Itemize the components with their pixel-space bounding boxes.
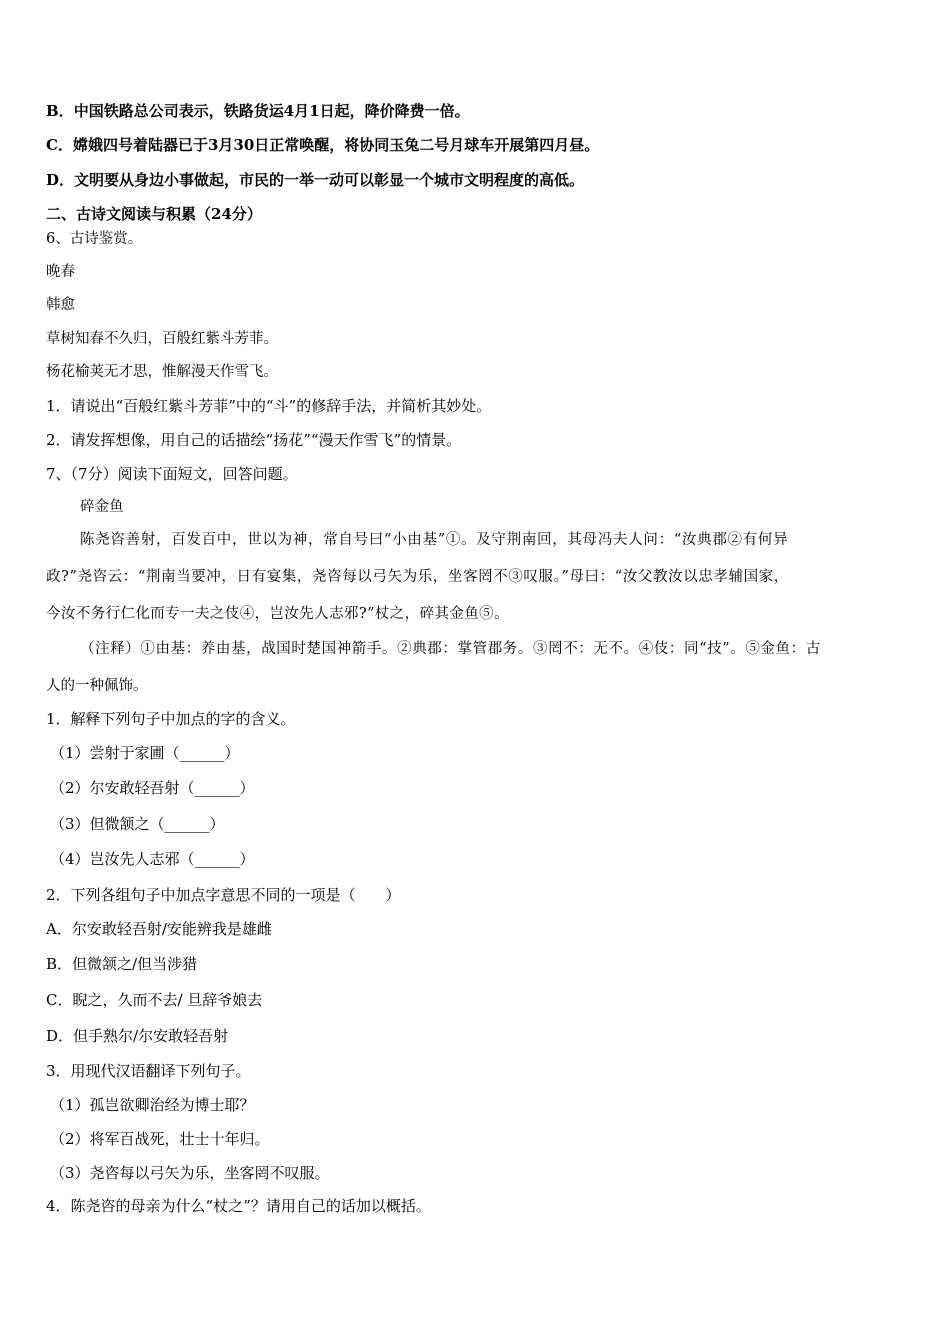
q7-sub4-title: 4．陈尧咨的母亲为什么“杖之”？请用自己的话加以概括。 bbox=[46, 1197, 431, 1215]
option-text: 嫦娥四号着陆器已于3月30日正常唤醒，将协同玉兔二号月球车开展第四月昼。 bbox=[72, 136, 600, 154]
poem-author: 韩愈 bbox=[46, 297, 75, 313]
poem-line: 草树知春不久归，百般红紫斗芳菲。 bbox=[46, 331, 278, 347]
passage-title: 碎金鱼 bbox=[80, 499, 124, 515]
q7-sub2-title: 2．下列各组句子中加点字意思不同的一项是（ ） bbox=[46, 886, 401, 904]
q7-sub1-item: （4）岂汝先人志邪（______） bbox=[50, 850, 255, 868]
q7-sub2-option: C．睨之，久而不去/ 旦辞爷娘去 bbox=[46, 991, 263, 1009]
passage-line: 政?”尧咨云：“荆南当要冲，日有宴集，尧咨每以弓矢为乐，坐客罔不③叹服。”母曰：“汝父教汝以忠孝辅国家， bbox=[46, 569, 789, 585]
q7-title: 7、（7分）阅读下面短文，回答问题。 bbox=[46, 465, 298, 483]
q6-question: 2．请发挥想像，用自己的话描绘“扬花”“漫天作雪飞”的情景。 bbox=[46, 431, 462, 449]
passage-line: 今汝不务行仁化而专一夫之伎④，岂汝先人志邪?”杖之，碎其金鱼⑤。 bbox=[46, 606, 509, 622]
option-c bbox=[46, 135, 599, 155]
option-text: 文明要从身边小事做起，市民的一举一动可以彰显一个城市文明程度的高低。 bbox=[74, 171, 585, 189]
option-b bbox=[46, 101, 470, 121]
q7-sub2-option: B．但微颔之/但当涉猎 bbox=[46, 955, 198, 973]
q7-sub3-item: （3）尧咨每以弓矢为乐，坐客罔不叹服。 bbox=[50, 1164, 330, 1182]
q7-sub2-option: A．尔安敢轻吾射/安能辨我是雄雌 bbox=[46, 920, 272, 938]
q7-sub1-item: （2）尔安敢轻吾射（______） bbox=[50, 779, 255, 797]
q7-sub1-title: 1．解释下列句子中加点的字的含义。 bbox=[46, 710, 296, 728]
option-key: C． bbox=[46, 136, 73, 154]
option-text: 中国铁路总公司表示，铁路货运4月1日起，降价降费一倍。 bbox=[73, 102, 470, 120]
q7-sub1-item: （3）但微颔之（______） bbox=[50, 815, 225, 833]
q7-sub3-item: （2）将军百战死，壮士十年归。 bbox=[50, 1130, 270, 1148]
poem-title: 晚春 bbox=[46, 264, 75, 280]
q7-sub1-item: （1）尝射于家圃（______） bbox=[50, 744, 240, 762]
section2-heading: 二、古诗文阅读与积累（24分） bbox=[46, 205, 262, 223]
option-key: D． bbox=[46, 171, 75, 189]
poem-line: 杨花榆荚无才思，惟解漫天作雪飞。 bbox=[46, 364, 278, 380]
q7-sub2-option: D．但手熟尔/尔安敢轻吾射 bbox=[46, 1027, 229, 1045]
passage-line: 陈尧咨善射，百发百中，世以为神，常自号曰“小由基”①。及守荆南回，其母冯夫人问：“汝典郡②有何异 bbox=[80, 532, 789, 548]
notes-line: 人的一种佩饰。 bbox=[46, 678, 148, 694]
notes-line: （注释）①由基：养由基，战国时楚国神箭手。②典郡：掌管郡务。③罔不：无不。④伎：同“技”。⑤金鱼：古 bbox=[80, 641, 821, 657]
q6-question: 1．请说出“百般红紫斗芳菲”中的“斗”的修辞手法，并简析其妙处。 bbox=[46, 397, 492, 415]
option-key: B． bbox=[46, 102, 74, 120]
q7-sub3-title: 3．用现代汉语翻译下列句子。 bbox=[46, 1062, 251, 1080]
option-d bbox=[46, 170, 584, 190]
q7-sub3-item: （1）孤岂欲卿治经为博士耶？ bbox=[50, 1096, 255, 1114]
q6-title: 6、古诗鉴赏。 bbox=[46, 231, 143, 247]
